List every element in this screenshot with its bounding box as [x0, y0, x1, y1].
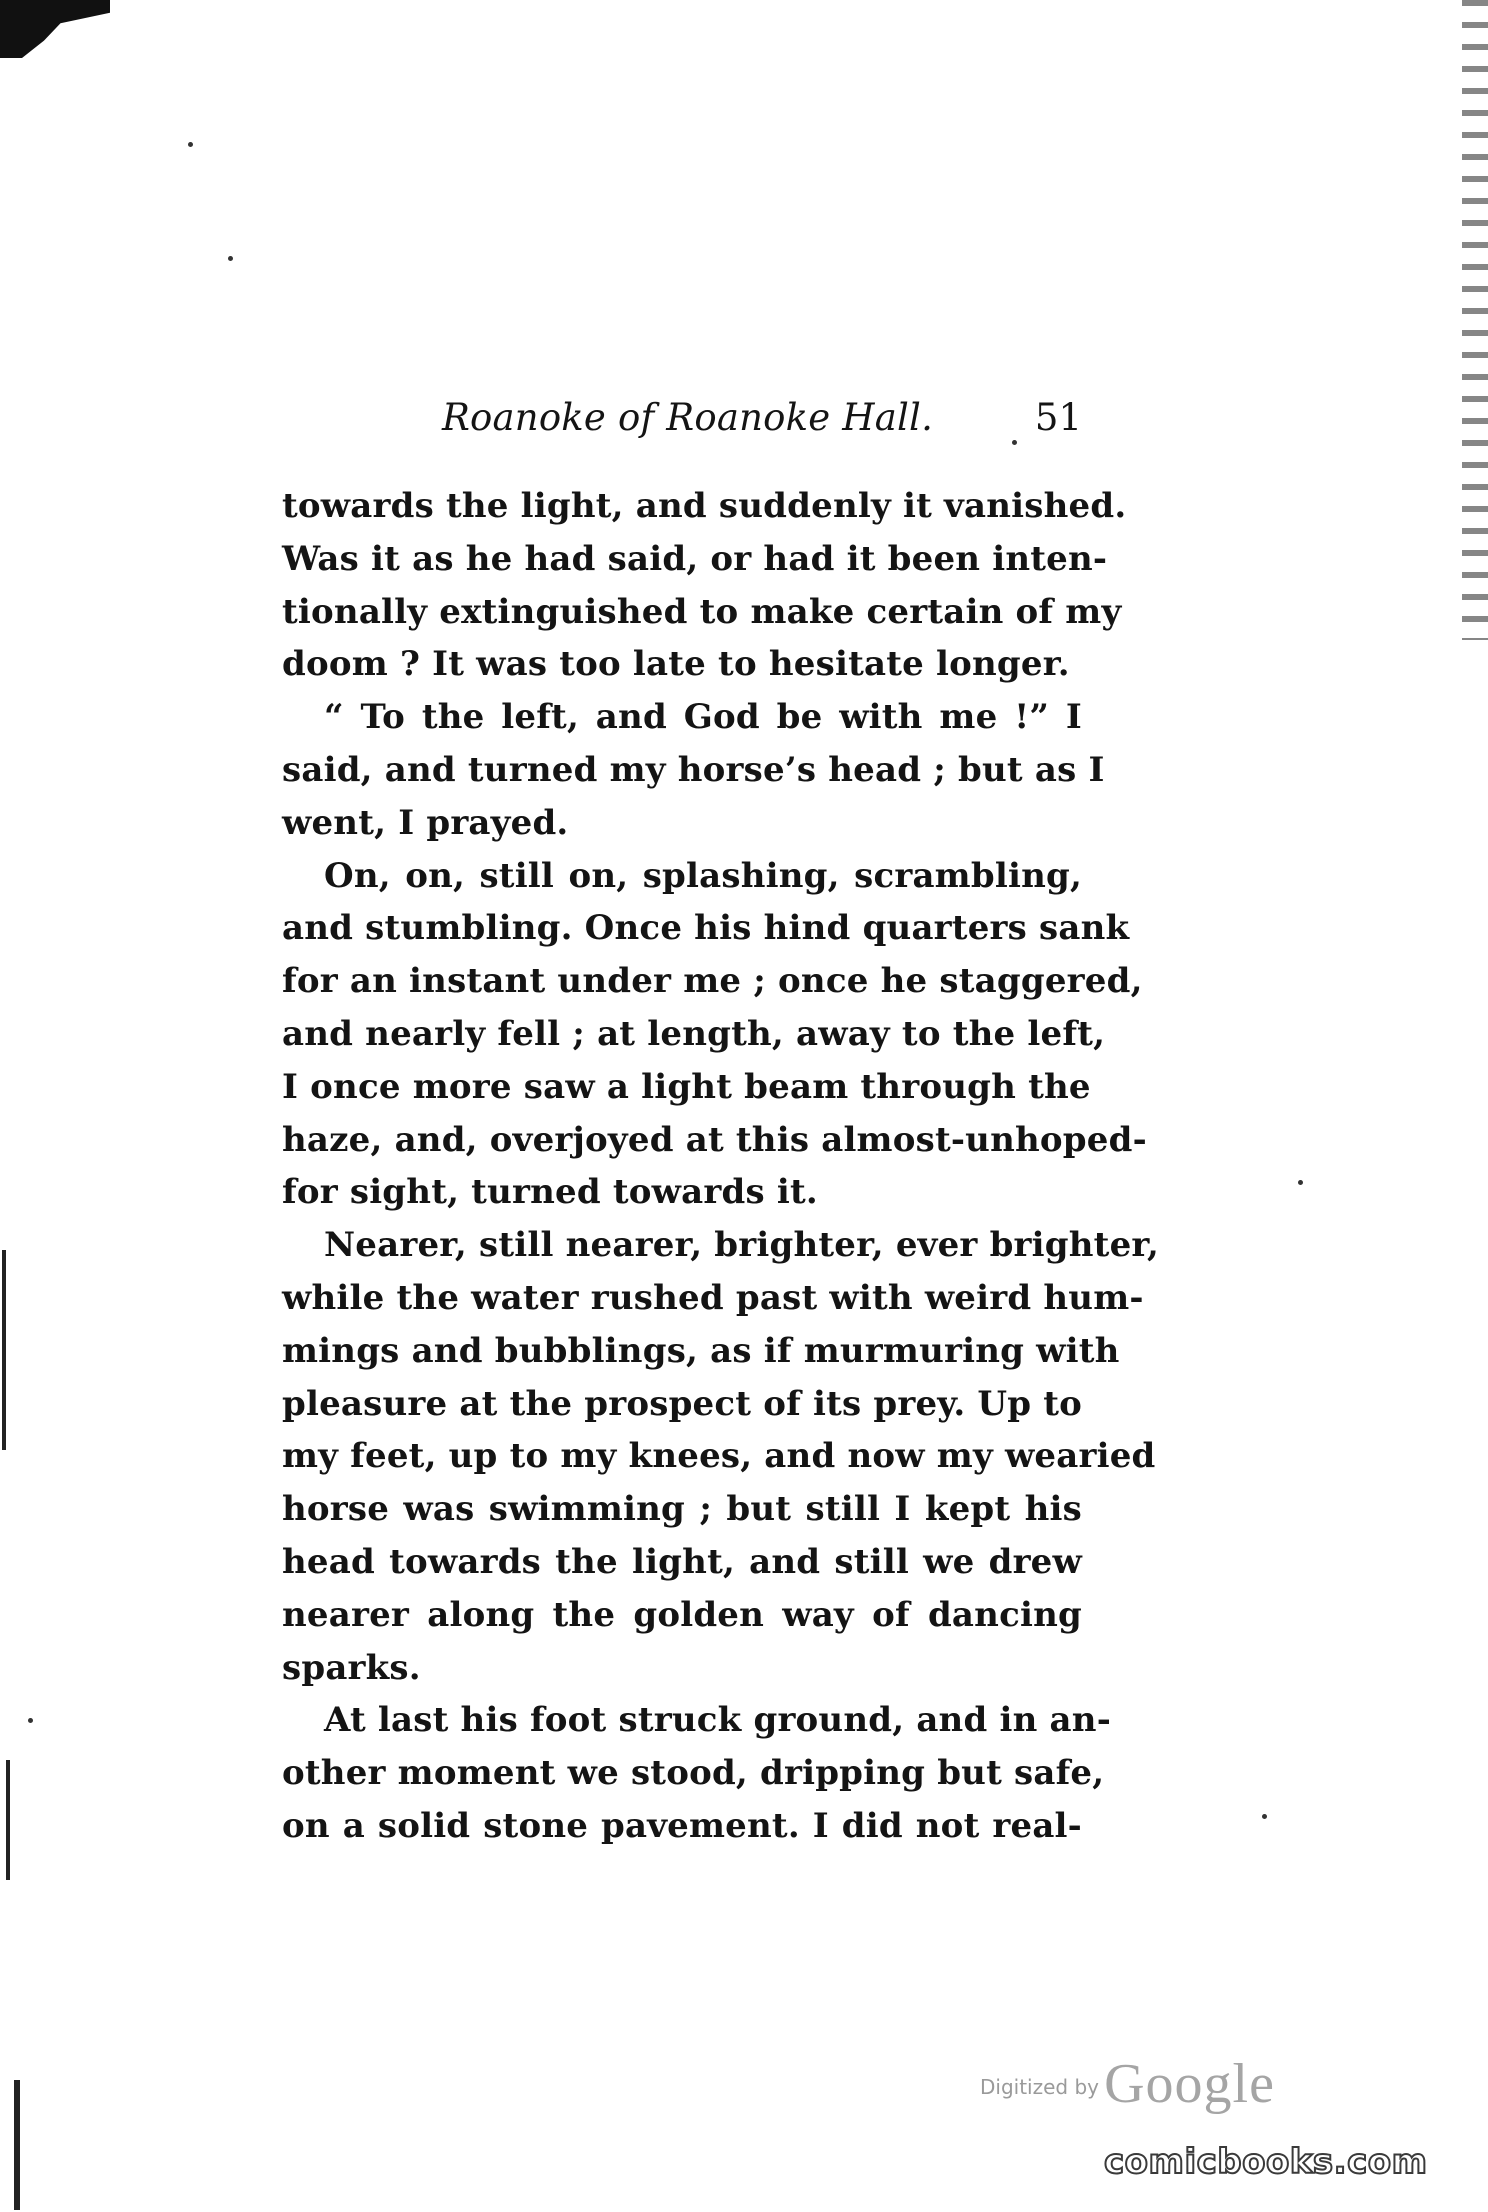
text-line: and nearly fell ; at length, away to the left, — [282, 1013, 1106, 1054]
scan-edge-right — [1462, 0, 1488, 640]
body-text — [282, 480, 1160, 1853]
text-line: I once more saw a light beam through the — [282, 1066, 1091, 1107]
digitized-by-google-watermark — [980, 2052, 1275, 2116]
scan-speck — [1298, 1180, 1303, 1185]
text-line: for an instant under me ; once he staggered, — [282, 961, 1143, 1002]
running-title: Roanoke of Roanoke Hall. — [442, 396, 934, 439]
text-line: other moment we stood, dripping but safe, — [282, 1753, 1105, 1794]
scan-edge-left — [2, 1250, 6, 1450]
text-line: doom ? It was too late to hesitate longer. — [282, 644, 1070, 685]
text-line: for sight, turned towards it. — [282, 1172, 818, 1213]
text-line: At last his foot struck ground, and in an- — [324, 1700, 1112, 1741]
text-line: Was it as he had said, or had it been inten- — [282, 538, 1108, 579]
scan-speck — [228, 256, 233, 261]
text-line: said, and turned my horse’s head ; but as I — [282, 749, 1105, 790]
text-line: towards the light, and suddenly it vanished. — [282, 486, 1127, 526]
digitized-by-label: Digitized by — [980, 2075, 1099, 2099]
scan-blot — [0, 0, 110, 58]
text-line: while the water rushed past with weird hum- — [282, 1277, 1144, 1318]
text-line: horse was swimming ; but still I kept his — [282, 1489, 1082, 1530]
text-line: haze, and, overjoyed at this almost-unhoped- — [282, 1119, 1147, 1160]
scan-edge-left — [6, 1760, 10, 1880]
text-line: Nearer, still nearer, brighter, ever brighter, — [324, 1225, 1160, 1266]
text-line: my feet, up to my knees, and now my wearied — [282, 1436, 1156, 1477]
text-line: nearer along the golden way of dancing — [282, 1594, 1082, 1635]
text-line: “ To the left, and God be with me !” I — [324, 697, 1082, 738]
page-number: 51 — [1034, 396, 1082, 439]
text-line: tionally extinguished to make certain of my — [282, 591, 1122, 632]
scan-speck — [28, 1718, 33, 1723]
text-line: sparks. — [282, 1647, 421, 1688]
running-head — [282, 396, 1082, 456]
scan-speck — [188, 142, 193, 147]
scan-speck — [1262, 1814, 1267, 1819]
text-line: went, I prayed. — [282, 802, 569, 843]
text-line: head towards the light, and still we drew — [282, 1541, 1082, 1582]
scan-edge-left — [14, 2080, 20, 2210]
text-line: and stumbling. Once his hind quarters sank — [282, 908, 1130, 949]
text-line: pleasure at the prospect of its prey. Up to — [282, 1383, 1083, 1424]
text-line: On, on, still on, splashing, scrambling, — [324, 855, 1082, 896]
site-watermark: comicbooks.com — [1104, 2142, 1428, 2182]
text-line: on a solid stone pavement. I did not real- — [282, 1805, 1082, 1846]
text-line: mings and bubblings, as if murmuring with — [282, 1330, 1120, 1371]
google-logo: Google — [1104, 2053, 1275, 2115]
